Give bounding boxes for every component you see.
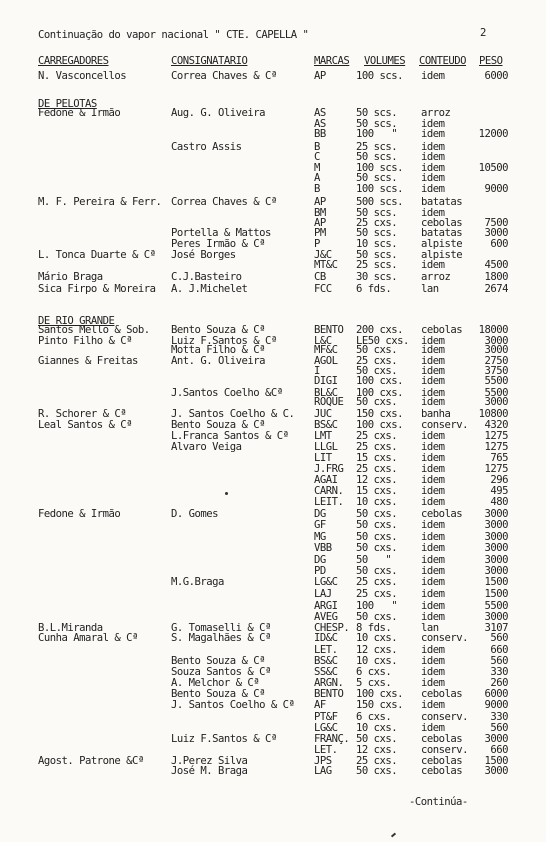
carregador-cell: M. F. Pereira & Ferr. [38, 196, 162, 208]
marca-cell: JUC [314, 408, 332, 420]
volume-cell: 10 cxs. [356, 722, 398, 734]
peso-cell: 330 [490, 666, 508, 678]
volume-cell: 12 cxs. [356, 644, 398, 656]
consignatario-cell: Bento Souza & Cª [171, 324, 266, 336]
conteudo-cell: idem [421, 430, 445, 442]
peso-cell: 560 [490, 655, 508, 667]
conteudo-cell: idem [421, 259, 445, 271]
consignatario-cell: J.Perez Silva [171, 755, 248, 767]
marca-cell: LLGL [314, 441, 338, 453]
peso-cell: 2750 [484, 355, 508, 367]
consignatario-cell: Bento Souza & Cª [171, 688, 266, 700]
marca-cell: LET. [314, 644, 338, 656]
consignatario-cell: Peres Irmão & Cª [171, 238, 266, 250]
conteudo-cell: conserv. [421, 711, 469, 723]
consignatario-cell: Correa Chaves & Cª [171, 70, 277, 82]
marca-cell: AF [314, 699, 326, 711]
peso-cell: 1800 [484, 271, 508, 283]
marca-cell: AGAI [314, 474, 338, 486]
volume-cell: 25 cxs. [356, 755, 398, 767]
consignatario-cell: S. Magalhães & Cª [171, 632, 271, 644]
volume-cell: LE50 cxs. [356, 335, 409, 347]
peso-cell: 660 [490, 644, 508, 656]
marca-cell: DG [314, 554, 326, 566]
marca-cell: ARGN. [314, 677, 344, 689]
column-header-volumes: VOLUMES [364, 55, 406, 67]
volume-cell: 100 cxs. [356, 419, 404, 431]
marca-cell: LEIT. [314, 496, 344, 508]
conteudo-cell: alpiste [421, 238, 463, 250]
consignatario-cell: Correa Chaves & Cª [171, 196, 277, 208]
volume-cell: 25 cxs. [356, 430, 398, 442]
peso-cell: 1275 [484, 430, 508, 442]
peso-cell: 1500 [484, 588, 508, 600]
conteudo-cell: idem [421, 565, 445, 577]
peso-cell: 9000 [484, 699, 508, 711]
consignatario-cell: A. Melchor & Cª [171, 677, 260, 689]
volume-cell: 100 cxs. [356, 387, 404, 399]
ink-mark [391, 833, 396, 838]
carregador-cell: Sica Firpo & Moreira [38, 283, 156, 295]
peso-cell: 3000 [484, 542, 508, 554]
section-heading: DE PELOTAS [38, 98, 97, 110]
marca-cell: DIGI [314, 375, 338, 387]
peso-cell: 3750 [484, 365, 508, 377]
conteudo-cell: idem [421, 485, 445, 497]
volume-cell: 50 scs. [356, 107, 398, 119]
peso-cell: 3000 [484, 335, 508, 347]
peso-cell: 1275 [484, 441, 508, 453]
consignatario-cell: Bento Souza & Cª [171, 419, 266, 431]
peso-cell: 3000 [484, 611, 508, 623]
marca-cell: GF [314, 519, 326, 531]
column-header-peso: PESO [479, 55, 503, 67]
conteudo-cell: idem [421, 542, 445, 554]
volume-cell: 12 cxs. [356, 474, 398, 486]
marca-cell: LG&C [314, 576, 338, 588]
consignatario-cell: Bento Souza & Cª [171, 655, 266, 667]
peso-cell: 3000 [484, 396, 508, 408]
volume-cell: 30 scs. [356, 271, 398, 283]
volume-cell: 25 cxs. [356, 355, 398, 367]
peso-cell: 1500 [484, 576, 508, 588]
volume-cell: 50 cxs. [356, 611, 398, 623]
conteudo-cell: idem [421, 699, 445, 711]
marca-cell: PM [314, 227, 326, 239]
conteudo-cell: idem [421, 722, 445, 734]
peso-cell: 5500 [484, 375, 508, 387]
marca-cell: VBB [314, 542, 332, 554]
conteudo-cell: idem [421, 600, 445, 612]
marca-cell: PT&F [314, 711, 338, 723]
marca-cell: AS [314, 118, 326, 130]
marca-cell: B [314, 141, 320, 153]
consignatario-cell: Portella & Mattos [171, 227, 271, 239]
volume-cell: 10 scs. [356, 238, 398, 250]
peso-cell: 560 [490, 722, 508, 734]
peso-cell: 12000 [478, 128, 508, 140]
peso-cell: 2674 [484, 283, 508, 295]
marca-cell: A [314, 172, 320, 184]
consignatario-cell: D. Gomes [171, 508, 219, 520]
marca-cell: BB [314, 128, 326, 140]
marca-cell: BM [314, 207, 326, 219]
conteudo-cell: idem [421, 396, 445, 408]
carregador-cell: Fedone & Irmão [38, 107, 121, 119]
volume-cell: 500 scs. [356, 196, 404, 208]
volume-cell: 25 scs. [356, 141, 398, 153]
marca-cell: CHESP. [314, 622, 350, 634]
consignatario-cell: C.J.Basteiro [171, 271, 242, 283]
conteudo-cell: arroz [421, 107, 451, 119]
consignatario-cell: Ant. G. Oliveira [171, 355, 266, 367]
volume-cell: 50 scs. [356, 118, 398, 130]
peso-cell: 3000 [484, 765, 508, 777]
consignatario-cell: José M. Braga [171, 765, 248, 777]
consignatario-cell: G. Tomaselli & Cª [171, 622, 271, 634]
volume-cell: 100 scs. [356, 162, 404, 174]
consignatario-cell: Aug. G. Oliveira [171, 107, 266, 119]
consignatario-cell: A. J.Michelet [171, 283, 248, 295]
conteudo-cell: idem [421, 666, 445, 678]
conteudo-cell: idem [421, 677, 445, 689]
conteudo-cell: cebolas [421, 733, 463, 745]
peso-cell: 4320 [484, 419, 508, 431]
peso-cell: 3000 [484, 508, 508, 520]
consignatario-cell: L.Franca Santos & Cª [171, 430, 289, 442]
conteudo-cell: idem [421, 588, 445, 600]
conteudo-cell: idem [421, 441, 445, 453]
volume-cell: 100 " [356, 600, 398, 612]
volume-cell: 50 cxs. [356, 508, 398, 520]
peso-cell: 18000 [478, 324, 508, 336]
peso-cell: 6000 [484, 688, 508, 700]
volume-cell: 50 scs. [356, 172, 398, 184]
column-header-consignatario: CONSIGNATARIO [171, 55, 248, 67]
consignatario-cell: Luiz F.Santos & Cª [171, 733, 277, 745]
conteudo-cell: cebolas [421, 765, 463, 777]
peso-cell: 4500 [484, 259, 508, 271]
carregador-cell: Santos Mello & Sob. [38, 324, 150, 336]
volume-cell: 50 cxs. [356, 531, 398, 543]
conteudo-cell: cebolas [421, 217, 463, 229]
volume-cell: 50 scs. [356, 227, 398, 239]
conteudo-cell: idem [421, 128, 445, 140]
carregador-cell: R. Schorer & Cª [38, 408, 127, 420]
volume-cell: 50 scs. [356, 151, 398, 163]
marca-cell: DG [314, 508, 326, 520]
marca-cell: ARGI [314, 600, 338, 612]
carregador-cell: Giannes & Freitas [38, 355, 138, 367]
peso-cell: 9000 [484, 183, 508, 195]
volume-cell: 12 cxs. [356, 744, 398, 756]
peso-cell: 260 [490, 677, 508, 689]
volume-cell: 10 cxs. [356, 496, 398, 508]
column-header-carregadores: CARREGADORES [38, 55, 109, 67]
marca-cell: C [314, 151, 320, 163]
volume-cell: 50 cxs. [356, 565, 398, 577]
volume-cell: 50 scs. [356, 249, 398, 261]
marca-cell: JPS [314, 755, 332, 767]
column-header-marcas: MARCAS [314, 55, 350, 67]
marca-cell: AP [314, 70, 326, 82]
volume-cell: 25 cxs. [356, 217, 398, 229]
peso-cell: 3000 [484, 519, 508, 531]
volume-cell: 100 " [356, 128, 398, 140]
marca-cell: LET. [314, 744, 338, 756]
conteudo-cell: idem [421, 576, 445, 588]
ink-dot [225, 492, 228, 495]
conteudo-cell: cebolas [421, 688, 463, 700]
marca-cell: MG [314, 531, 326, 543]
volume-cell: 6 cxs. [356, 711, 392, 723]
volume-cell: 50 cxs. [356, 365, 398, 377]
volume-cell: 8 fds. [356, 622, 392, 634]
volume-cell: 25 cxs. [356, 588, 398, 600]
carregador-cell: Agost. Patrone &Cª [38, 755, 144, 767]
volume-cell: 15 cxs. [356, 485, 398, 497]
consignatario-cell: J. Santos Coelho & C. [171, 408, 295, 420]
volume-cell: 150 cxs. [356, 408, 404, 420]
conteudo-cell: idem [421, 463, 445, 475]
volume-cell: 100 cxs. [356, 375, 404, 387]
carregador-cell: Leal Santos & Cª [38, 419, 133, 431]
peso-cell: 10800 [478, 408, 508, 420]
marca-cell: J&C [314, 249, 332, 261]
peso-cell: 765 [490, 452, 508, 464]
peso-cell: 3107 [484, 622, 508, 634]
consignatario-cell: Motta Filho & Cª [171, 344, 266, 356]
conteudo-cell: idem [421, 452, 445, 464]
carregador-cell: B.L.Miranda [38, 622, 103, 634]
volume-cell: 25 cxs. [356, 463, 398, 475]
conteudo-cell: idem [421, 655, 445, 667]
consignatario-cell: J. Santos Coelho & Cª [171, 699, 295, 711]
conteudo-cell: alpiste [421, 249, 463, 261]
section-heading: DE RIO GRANDE [38, 315, 115, 327]
conteudo-cell: idem [421, 365, 445, 377]
peso-cell: 3000 [484, 733, 508, 745]
marca-cell: LIT [314, 452, 332, 464]
conteudo-cell: conserv. [421, 419, 469, 431]
volume-cell: 5 cxs. [356, 677, 392, 689]
conteudo-cell: idem [421, 531, 445, 543]
consignatario-cell: José Borges [171, 249, 236, 261]
conteudo-cell: idem [421, 118, 445, 130]
document-title: Continuação do vapor nacional " CTE. CAPELLA " [38, 29, 309, 41]
marca-cell: MF&C [314, 344, 338, 356]
conteudo-cell: idem [421, 474, 445, 486]
volume-cell: 10 cxs. [356, 632, 398, 644]
marca-cell: P [314, 238, 320, 250]
conteudo-cell: idem [421, 496, 445, 508]
marca-cell: CB [314, 271, 326, 283]
marca-cell: BL&C [314, 387, 338, 399]
carregador-cell: N. Vasconcellos [38, 70, 127, 82]
consignatario-cell: M.G.Braga [171, 576, 224, 588]
volume-cell: 10 cxs. [356, 655, 398, 667]
volume-cell: 50 scs. [356, 207, 398, 219]
marca-cell: MT&C [314, 259, 338, 271]
volume-cell: 25 scs. [356, 259, 398, 271]
volume-cell: 15 cxs. [356, 452, 398, 464]
marca-cell: BS&C [314, 655, 338, 667]
continua-note: -Continúa- [409, 796, 468, 808]
peso-cell: 3000 [484, 227, 508, 239]
peso-cell: 3000 [484, 344, 508, 356]
peso-cell: 6000 [484, 70, 508, 82]
peso-cell: 3000 [484, 554, 508, 566]
conteudo-cell: idem [421, 172, 445, 184]
volume-cell: 150 cxs. [356, 699, 404, 711]
consignatario-cell: Luiz F.Santos & Cª [171, 335, 277, 347]
volume-cell: 6 fds. [356, 283, 392, 295]
marca-cell: ID&C [314, 632, 338, 644]
peso-cell: 600 [490, 238, 508, 250]
conteudo-cell: idem [421, 554, 445, 566]
volume-cell: 200 cxs. [356, 324, 404, 336]
volume-cell: 100 cxs. [356, 688, 404, 700]
marca-cell: AVEG [314, 611, 338, 623]
marca-cell: BS&C [314, 419, 338, 431]
peso-cell: 10500 [478, 162, 508, 174]
page-number: 2 [480, 27, 486, 39]
volume-cell: 50 cxs. [356, 396, 398, 408]
marca-cell: B [314, 183, 320, 195]
conteudo-cell: idem [421, 335, 445, 347]
conteudo-cell: idem [421, 151, 445, 163]
peso-cell: 560 [490, 632, 508, 644]
conteudo-cell: idem [421, 162, 445, 174]
marca-cell: BENTO [314, 688, 344, 700]
marca-cell: BENTO [314, 324, 344, 336]
conteudo-cell: batatas [421, 227, 463, 239]
marca-cell: FCC [314, 283, 332, 295]
consignatario-cell: Alvaro Veiga [171, 441, 242, 453]
conteudo-cell: cebolas [421, 755, 463, 767]
marca-cell: LMT [314, 430, 332, 442]
conteudo-cell: batatas [421, 196, 463, 208]
volume-cell: 100 scs. [356, 183, 404, 195]
conteudo-cell: conserv. [421, 632, 469, 644]
marca-cell: LAG [314, 765, 332, 777]
volume-cell: 25 cxs. [356, 441, 398, 453]
consignatario-cell: Castro Assis [171, 141, 242, 153]
conteudo-cell: cebolas [421, 508, 463, 520]
marca-cell: AP [314, 196, 326, 208]
marca-cell: ROQUE [314, 396, 344, 408]
conteudo-cell: idem [421, 183, 445, 195]
conteudo-cell: banha [421, 408, 451, 420]
volume-cell: 25 cxs. [356, 576, 398, 588]
peso-cell: 495 [490, 485, 508, 497]
conteudo-cell: idem [421, 355, 445, 367]
conteudo-cell: conserv. [421, 744, 469, 756]
volume-cell: 50 cxs. [356, 733, 398, 745]
consignatario-cell: J.Santos Coelho &Cª [171, 387, 283, 399]
conteudo-cell: idem [421, 644, 445, 656]
volume-cell: 50 cxs. [356, 344, 398, 356]
volume-cell: 50 " [356, 554, 392, 566]
volume-cell: 50 cxs. [356, 765, 398, 777]
conteudo-cell: idem [421, 207, 445, 219]
conteudo-cell: idem [421, 375, 445, 387]
peso-cell: 660 [490, 744, 508, 756]
volume-cell: 50 cxs. [356, 519, 398, 531]
conteudo-cell: cebolas [421, 324, 463, 336]
consignatario-cell: Souza Santos & Cª [171, 666, 271, 678]
peso-cell: 5500 [484, 600, 508, 612]
conteudo-cell: idem [421, 387, 445, 399]
volume-cell: 6 cxs. [356, 666, 392, 678]
peso-cell: 1500 [484, 755, 508, 767]
conteudo-cell: idem [421, 344, 445, 356]
conteudo-cell: arroz [421, 271, 451, 283]
peso-cell: 3000 [484, 531, 508, 543]
conteudo-cell: idem [421, 519, 445, 531]
peso-cell: 480 [490, 496, 508, 508]
volume-cell: 50 cxs. [356, 542, 398, 554]
conteudo-cell: lan [421, 283, 439, 295]
marca-cell: SS&C [314, 666, 338, 678]
marca-cell: AS [314, 107, 326, 119]
marca-cell: LAJ [314, 588, 332, 600]
marca-cell: AGOL [314, 355, 338, 367]
marca-cell: LG&C [314, 722, 338, 734]
peso-cell: 330 [490, 711, 508, 723]
marca-cell: CARN. [314, 485, 344, 497]
volume-cell: 100 scs. [356, 70, 404, 82]
carregador-cell: Mário Braga [38, 271, 103, 283]
peso-cell: 5500 [484, 387, 508, 399]
column-header-conteudo: CONTEUDO [419, 55, 467, 67]
carregador-cell: Cunha Amaral & Cª [38, 632, 138, 644]
marca-cell: FRANÇ. [314, 733, 350, 745]
marca-cell: M [314, 162, 320, 174]
carregador-cell: L. Tonca Duarte & Cª [38, 249, 156, 261]
conteudo-cell: lan [421, 622, 439, 634]
peso-cell: 296 [490, 474, 508, 486]
conteudo-cell: idem [421, 141, 445, 153]
peso-cell: 7500 [484, 217, 508, 229]
marca-cell: PD [314, 565, 326, 577]
conteudo-cell: idem [421, 611, 445, 623]
conteudo-cell: idem [421, 70, 445, 82]
carregador-cell: Fedone & Irmão [38, 508, 121, 520]
peso-cell: 3000 [484, 565, 508, 577]
carregador-cell: Pinto Filho & Cª [38, 335, 133, 347]
marca-cell: L&C [314, 335, 332, 347]
marca-cell: I [314, 365, 320, 377]
peso-cell: 1275 [484, 463, 508, 475]
marca-cell: J.FRG [314, 463, 344, 475]
marca-cell: AP [314, 217, 326, 229]
